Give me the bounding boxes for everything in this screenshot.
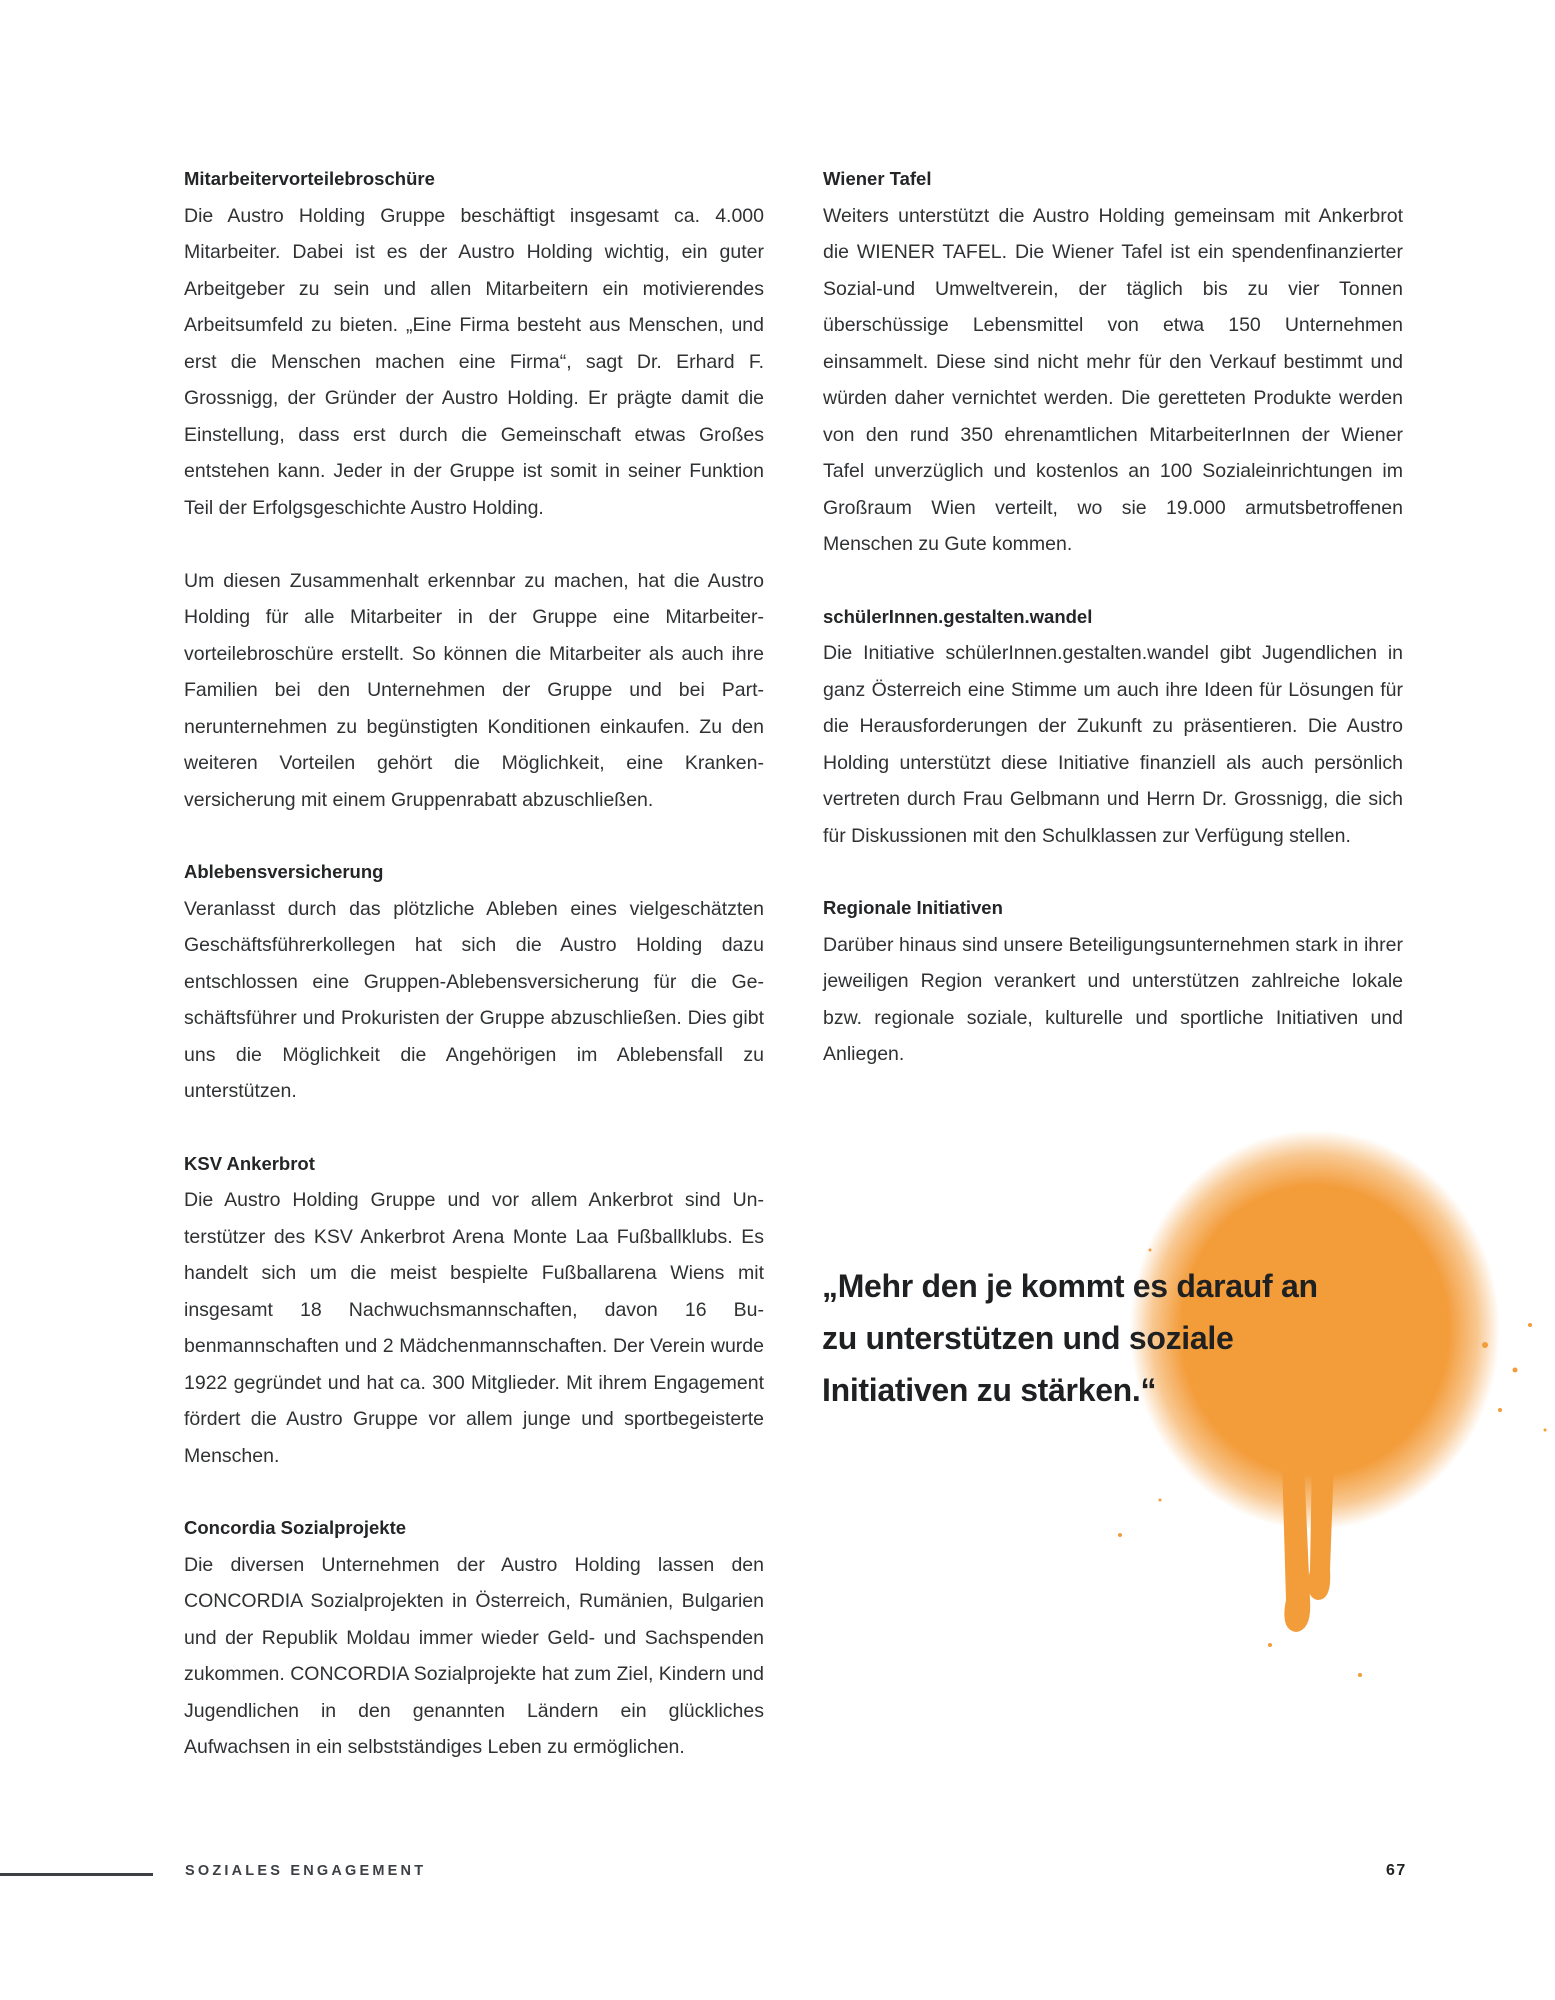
section-schuelerinnen-gestalten-wandel (823, 599, 1403, 855)
section-heading: KSV Ankerbrot (184, 1152, 315, 1174)
pull-quote (822, 1260, 1382, 1416)
section-paragraph: Um diesen Zusammenhalt erkennbar zu machen, hat die Austro Holding für alle Mitarbeiter in der Gruppe eine Mitarbeitervorteilebroschüre erstellt. So können die Mitarbeiter als auch ihre Familien bei den Unternehmen der Gruppe und bei Partnerunternehmen zu begünstigten Konditionen einkaufen. Zu den weiteren Vorteilen gehört die Möglichkeit, eine Krankenversicherung mit einem Gruppenrabatt abzuschließen. (184, 569, 764, 811)
section-heading: Wiener Tafel (823, 168, 932, 189)
section-paragraph: Darüber hinaus sind unsere Beteiligungsunternehmen stark in ihrer jeweiligen Region verankert und unterstützen zahlreiche lokale bzw. regionale soziale, kulturelle und sportliche Initiativen und Anliegen. (823, 933, 1403, 1065)
section-mitarbeitervorteilebroschuere (184, 161, 764, 818)
section-heading: Mitarbeitervorteilebroschüre (184, 168, 435, 189)
section-paragraph: Die Austro Holding Gruppe beschäftigt insgesamt ca. 4.000 Mitarbeiter. Dabei ist es der Austro Holding wichtig, ein guter Arbeitgeber zu sein und allen Mitarbeitern ein motivierendes Arbeitsumfeld zu bieten. „Eine Firma besteht aus Menschen, und erst die Menschen machen eine Firma“, sagt Dr. Erhard F. Grossnigg, der Gründer der Austro Holding. Er prägte damit die Einstellung, dass erst durch die Gemeinschaft etwas Großes entstehen kann. Jeder in der Gruppe ist somit in seiner Funktion Teil der Erfolgsgeschichte Austro Holding. (184, 204, 764, 519)
section-paragraph: Die Austro Holding Gruppe und vor allem Ankerbrot sind Unterstützer des KSV Ankerbrot Arena Monte Laa Fußballklubs. Es handelt sich um die meist bespielte Fußballarena Wiens mit insgesamt 18 Nachwuchsmannschaften, davon 16 Bubenmannschaften und 2 Mädchenmannschaften. Der Verein wurde 1922 gegründet und hat ca. 300 Mitglieder. Mit ihrem Engagement fördert die Austro Gruppe vor allem junge und sportbegeisterte Menschen. (184, 1189, 764, 1467)
section-paragraph: Die Initiative schülerInnen.gestalten.wandel gibt Jugendlichen in ganz Österreich eine Stimme um auch ihre Ideen für Lösungen für die Herausforderungen der Zukunft zu präsentieren. Die Austro Holding unterstützt diese Initiative finanziell als auch persönlich vertreten durch Frau Gelbmann und Herrn Dr. Grossnigg, die sich für Diskussionen mit den Schulklassen zur Verfügung stellen. (823, 642, 1403, 847)
page-number: 67 (1386, 1862, 1407, 1879)
section-paragraph: Die diversen Unternehmen der Austro Holding lassen den CONCORDIA Sozialprojekten in Österreich, Rumänien, Bulgarien und der Republik Moldau immer wieder Geld- und Sachspenden zukommen. CONCORDIA Sozialprojekte hat zum Ziel, Kindern und Jugendlichen in den genannten Ländern ein glückliches Aufwachsen in ein selbstständiges Leben zu ermöglichen. (184, 1553, 764, 1758)
section-heading: Ablebensversicherung (184, 861, 384, 882)
footer-section-label: SOZIALES ENGAGEMENT (185, 1863, 427, 1879)
section-heading: schülerInnen.gestalten.wandel (823, 605, 1093, 627)
section-heading: Regionale Initiativen (823, 897, 1003, 918)
right-column (823, 161, 1403, 1109)
section-heading: Concordia Sozialprojekte (184, 1517, 407, 1538)
section-ablebensversicherung (184, 854, 764, 1110)
footer-rule (0, 1873, 153, 1876)
section-paragraph: Veranlasst durch das plötzliche Ableben eines vielgeschätzten Geschäftsführerkollegen hat sich die Austro Holding dazu entschlossen eine Gruppen-Ablebensversicherung für die Geschäftsführer und Prokuristen der Gruppe abzuschließen. Dies gibt uns die Möglichkeit die Angehörigen im Ablebensfall zu unterstützen. (184, 897, 764, 1102)
pull-quote-line: zu unterstützen und soziale (822, 1320, 1234, 1356)
section-paragraph: Weiters unterstützt die Austro Holding gemeinsam mit Ankerbrot die WIENER TAFEL. Die Wiener Tafel ist ein spendenfinanzierter Sozial-und Umweltverein, der täglich bis zu vier Tonnen überschüssige Lebensmittel von etwa 150 Unternehmen einsammelt. Diese sind nicht mehr für den Verkauf bestimmt und würden daher vernichtet werden. Die geretteten Produkte werden von den rund 350 ehrenamtlichen MitarbeiterInnen der Wiener Tafel unverzüglich und kostenlos an 100 Sozialeinrichtungen im Großraum Wien verteilt, wo sie 19.000 armutsbetroffenen Menschen zu Gute kommen. (823, 204, 1403, 555)
section-concordia-sozialprojekte (184, 1510, 764, 1766)
left-column (184, 161, 764, 1802)
pull-quote-line: „Mehr den je kommt es darauf an (822, 1268, 1318, 1304)
pull-quote-line: Initiativen zu stärken.“ (822, 1372, 1157, 1408)
section-wiener-tafel (823, 161, 1403, 563)
section-regionale-initiativen (823, 890, 1403, 1073)
section-ksv-ankerbrot (184, 1146, 764, 1475)
